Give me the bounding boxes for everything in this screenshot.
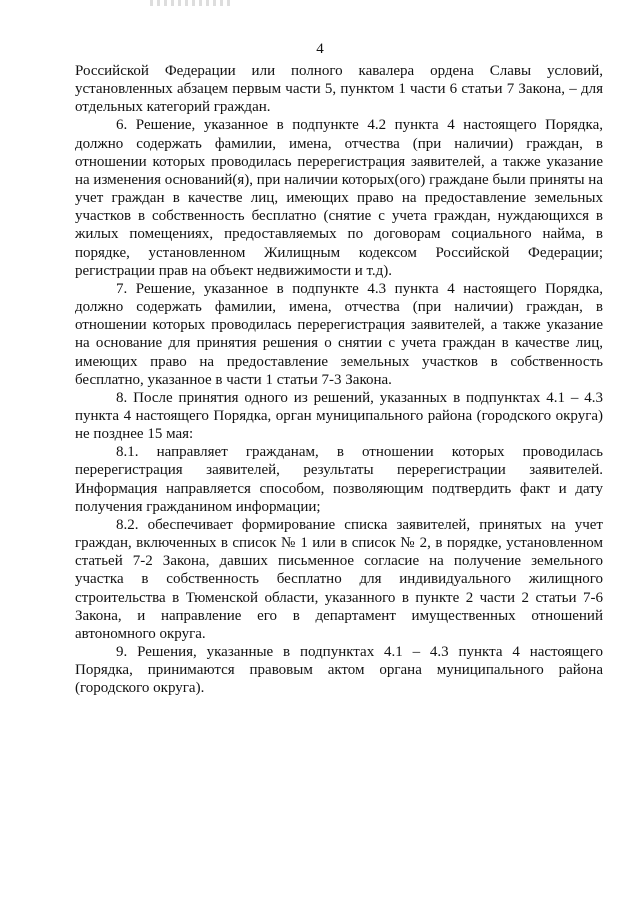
paragraph-item-8: 8. После принятия одного из решений, указанных в подпунктах 4.1 – 4.3 пункта 4 настоящего Порядка, орган муниципального района (городского округа) не позднее 15 мая:	[75, 389, 603, 443]
paragraph-item-9: 9. Решения, указанные в подпунктах 4.1 – 4.3 пункта 4 настоящего Порядка, принимаются правовым актом органа муниципального района (городского округа).	[75, 644, 603, 697]
scan-artifact	[150, 0, 230, 6]
paragraph-item-6: 6. Решение, указанное в подпункте 4.2 пункта 4 настоящего Порядка, должно содержать фамилии, имена, отчества (при наличии) граждан, в отношении которых проводилась перерегистрация заявителей, а также указание на изменения оснований(я), при наличии которых(ого) граждане были приняты на учет граждан в качестве лиц, имеющих право на предоставление земельных участков в собственность бесплатно (снятие с учета граждан, нуждающихся в жилых помещениях, предоставляемых по договорам социального найма, в порядке, установленном Жилищным кодексом Российской Федерации; регистрации прав на объект недвижимости и т.д).	[75, 117, 603, 279]
document-body	[75, 62, 603, 697]
paragraph-continuation: Российской Федерации или полного кавалера ордена Славы условий, установленных абзацем первым части 5, пунктом 1 части 6 статьи 7 Закона, – для отдельных категорий граждан.	[75, 63, 603, 116]
page-number: 4	[316, 41, 324, 57]
paragraph-item-8-1: 8.1. направляет гражданам, в отношении которых проводилась перерегистрация заявителей, результаты перерегистрации заявителей. Информация направляется способом, позволяющим подтвердить факт и дату получения гражданином информации;	[75, 444, 603, 515]
paragraph-item-8-2: 8.2. обеспечивает формирование списка заявителей, принятых на учет граждан, включенных в список № 1 или в список № 2, в порядке, установленном статьей 7-2 Закона, давших письменное согласие на получение земельного участка в собственность бесплатно для индивидуального жилищного строительства в Тюменской области, указанного в пункте 2 части 2 статьи 7-6 Закона, и направление его в департамент имущественных отношений автономного округа.	[75, 516, 603, 642]
paragraph-item-7: 7. Решение, указанное в подпункте 4.3 пункта 4 настоящего Порядка, должно содержать фамилии, имена, отчества (при наличии) граждан, в отношении которых проводилась перерегистрация заявителей, а также указание на основание для принятия решения о снятии с учета граждан в качестве лиц, имеющих право на предоставление земельных участков в собственность бесплатно, указанное в части 1 статьи 7-3 Закона.	[75, 280, 603, 388]
